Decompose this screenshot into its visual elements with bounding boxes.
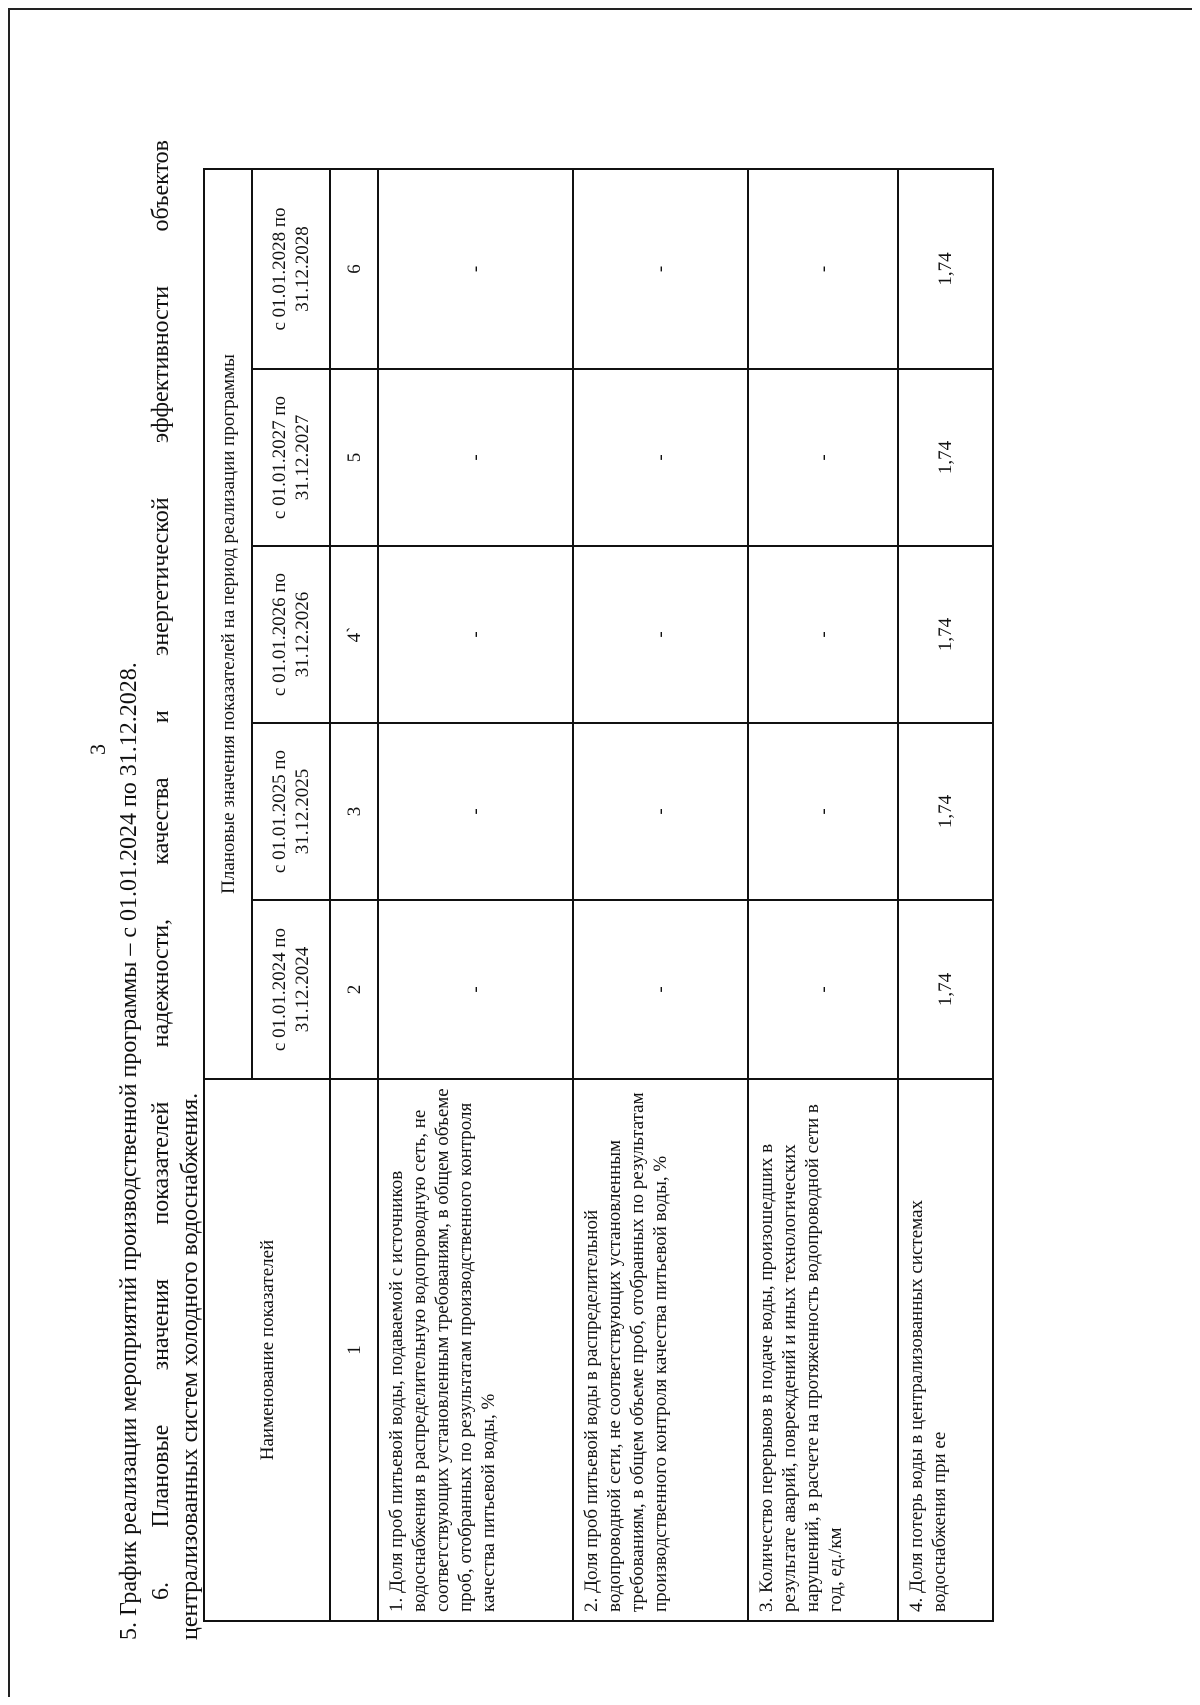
period-header: Плановые значения показателей на период реализации программы <box>204 169 252 1079</box>
column-number: 5 <box>330 369 378 546</box>
indicator-value: - <box>378 369 573 546</box>
table-row <box>378 169 573 1621</box>
indicator-value: - <box>378 169 573 369</box>
period-cell: с 01.01.2024 по 31.12.2024 <box>252 900 330 1079</box>
table-row <box>898 169 993 1621</box>
period-cell: с 01.01.2025 по 31.12.2025 <box>252 723 330 900</box>
indicator-value: 1,74 <box>898 169 993 369</box>
indicator-value: - <box>573 369 748 546</box>
indicator-value: - <box>748 169 898 369</box>
indicator-value: - <box>573 723 748 900</box>
indicator-value: - <box>573 546 748 723</box>
indicator-value: - <box>748 723 898 900</box>
table-row <box>748 169 898 1621</box>
indicator-value: - <box>378 723 573 900</box>
indicator-value: 1,74 <box>898 723 993 900</box>
section-5-heading: 5. График реализации мероприятий производственной программы – с 01.01.2024 по 31.12.2028. <box>116 662 142 1640</box>
period-cell: с 01.01.2028 по 31.12.2028 <box>252 169 330 369</box>
column-number: 4` <box>330 546 378 723</box>
period-cell: с 01.01.2026 по 31.12.2026 <box>252 546 330 723</box>
indicator-value: - <box>748 900 898 1079</box>
indicator-value: - <box>573 900 748 1079</box>
section-6-heading-continued: централизованных систем холодного водоснабжения. <box>177 1092 203 1640</box>
indicator-value: - <box>748 369 898 546</box>
table-header-row <box>204 169 252 1621</box>
section-6-heading: 6. Плановые значения показателей надежности, качества и энергетической эффективности объектов <box>148 140 174 1600</box>
col-name-header: Наименование показателей <box>204 1079 330 1621</box>
column-number: 1 <box>330 1079 378 1621</box>
indicator-value: - <box>378 900 573 1079</box>
period-cell: с 01.01.2027 по 31.12.2027 <box>252 369 330 546</box>
indicator-name: 1. Доля проб питьевой воды, подаваемой с источников водоснабжения в распределительную водопроводную сеть, не соответствующих установленным требованиям, в общем объеме проб, отобранных по результатам производственного контроля качества питьевой воды, % <box>378 1079 573 1621</box>
indicator-name: 3. Количество перерывов в подаче воды, произошедших в результате аварий, повреждений и иных технологических нарушений, в расчете на протяженность водопроводной сети в год, ед./км <box>748 1079 898 1621</box>
indicator-value: 1,74 <box>898 546 993 723</box>
indicator-name: 2. Доля проб питьевой воды в распределительной водопроводной сети, не соответствующих установленным требованиям, в общем объеме проб, отобранных по результатам производственного контроля качества питьевой воды, % <box>573 1079 748 1621</box>
indicator-value: 1,74 <box>898 369 993 546</box>
indicator-value: - <box>378 546 573 723</box>
column-number: 2 <box>330 900 378 1079</box>
column-number-row <box>330 169 378 1621</box>
rotated-page <box>85 140 1125 1640</box>
table-row <box>573 169 748 1621</box>
indicator-value: 1,74 <box>898 900 993 1079</box>
indicators-table <box>203 168 994 1622</box>
indicator-value: - <box>573 169 748 369</box>
indicator-value: - <box>748 546 898 723</box>
column-number: 6 <box>330 169 378 369</box>
indicator-name: 4. Доля потерь воды в централизованных системах водоснабжения при ее <box>898 1079 993 1621</box>
page-number: 3 <box>85 744 110 755</box>
column-number: 3 <box>330 723 378 900</box>
